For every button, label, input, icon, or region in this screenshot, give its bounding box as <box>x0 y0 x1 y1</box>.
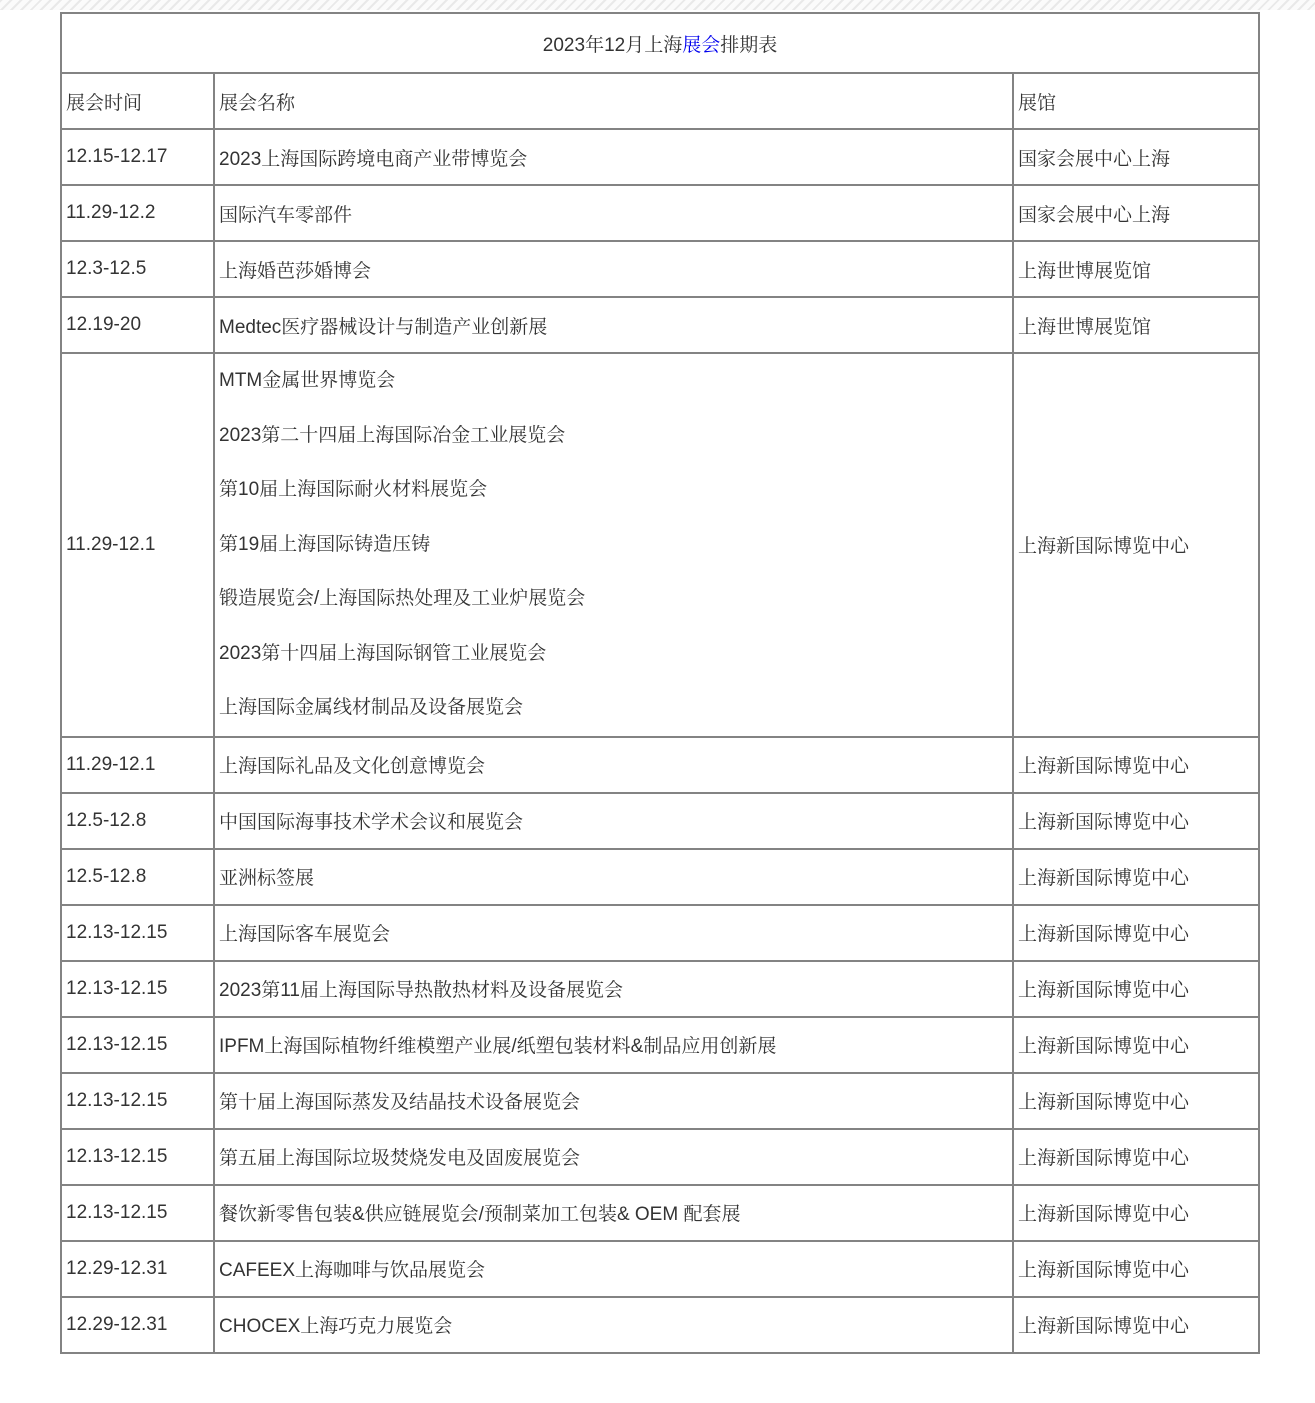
date-cell: 12.5-12.8 <box>61 793 214 849</box>
name-cell <box>214 353 1013 737</box>
exhibition-name: MTM金属世界博览会 <box>219 370 396 391</box>
exhibition-name: 2023第二十四届上海国际冶金工业展览会 <box>219 424 566 446</box>
venue-cell: 上海新国际博览中心 <box>1013 1073 1259 1129</box>
table-row <box>61 793 1259 849</box>
date-cell: 12.13-12.15 <box>61 1073 214 1129</box>
table-row <box>61 1017 1259 1073</box>
name-cell: CAFEEX上海咖啡与饮品展览会 <box>214 1241 1013 1297</box>
date-cell: 12.15-12.17 <box>61 129 214 185</box>
date-cell: 12.5-12.8 <box>61 849 214 905</box>
exhibition-name: 2023第十四届上海国际钢管工业展览会 <box>219 642 547 664</box>
page-edge-pattern <box>0 0 1315 10</box>
name-cell: 中国国际海事技术学术会议和展览会 <box>214 793 1013 849</box>
name-cell: 上海国际礼品及文化创意博览会 <box>214 737 1013 793</box>
table-row <box>61 241 1259 297</box>
date-cell: 12.13-12.15 <box>61 1017 214 1073</box>
exhibition-name: 上海国际金属线材制品及设备展览会 <box>219 697 524 718</box>
column-header-date: 展会时间 <box>61 73 214 129</box>
name-cell: 国际汽车零部件 <box>214 185 1013 241</box>
venue-cell: 上海新国际博览中心 <box>1013 1185 1259 1241</box>
table-row <box>61 905 1259 961</box>
date-cell: 11.29-12.2 <box>61 185 214 241</box>
title-row <box>61 13 1259 73</box>
name-cell: 2023第11届上海国际导热散热材料及设备展览会 <box>214 961 1013 1017</box>
date-cell: 12.13-12.15 <box>61 1185 214 1241</box>
table-row <box>61 737 1259 793</box>
date-cell: 12.29-12.31 <box>61 1241 214 1297</box>
table-row <box>61 185 1259 241</box>
table-row <box>61 297 1259 353</box>
venue-cell: 上海世博展览馆 <box>1013 297 1259 353</box>
exhibition-name: 锻造展览会/上海国际热处理及工业炉展览会 <box>219 588 586 609</box>
venue-cell: 上海新国际博览中心 <box>1013 849 1259 905</box>
exhibition-schedule-table <box>60 12 1260 1354</box>
date-cell: 11.29-12.1 <box>61 737 214 793</box>
table-row <box>61 353 1259 737</box>
column-header-name: 展会名称 <box>214 73 1013 129</box>
name-cell: 餐饮新零售包装&供应链展览会/预制菜加工包装& OEM 配套展 <box>214 1185 1013 1241</box>
venue-cell: 上海新国际博览中心 <box>1013 1297 1259 1353</box>
venue-cell: 国家会展中心上海 <box>1013 185 1259 241</box>
name-cell: 亚洲标签展 <box>214 849 1013 905</box>
date-cell: 12.13-12.15 <box>61 961 214 1017</box>
venue-cell: 上海新国际博览中心 <box>1013 737 1259 793</box>
table-row <box>61 1241 1259 1297</box>
name-cell: 上海国际客车展览会 <box>214 905 1013 961</box>
table-row <box>61 961 1259 1017</box>
date-cell: 12.3-12.5 <box>61 241 214 297</box>
name-cell: Medtec医疗器械设计与制造产业创新展 <box>214 297 1013 353</box>
venue-cell: 上海新国际博览中心 <box>1013 1017 1259 1073</box>
date-cell: 12.19-20 <box>61 297 214 353</box>
header-row <box>61 73 1259 129</box>
venue-cell: 上海新国际博览中心 <box>1013 1129 1259 1185</box>
name-cell: IPFM上海国际植物纤维模塑产业展/纸塑包装材料&制品应用创新展 <box>214 1017 1013 1073</box>
table-row <box>61 1073 1259 1129</box>
title-suffix: 排期表 <box>720 34 778 56</box>
date-cell: 12.29-12.31 <box>61 1297 214 1353</box>
name-cell: 上海婚芭莎婚博会 <box>214 241 1013 297</box>
name-cell: 第五届上海国际垃圾焚烧发电及固废展览会 <box>214 1129 1013 1185</box>
name-cell: 2023上海国际跨境电商产业带博览会 <box>214 129 1013 185</box>
page-title <box>61 13 1259 73</box>
exhibition-name: 第10届上海国际耐火材料展览会 <box>219 479 488 500</box>
name-cell: 第十届上海国际蒸发及结晶技术设备展览会 <box>214 1073 1013 1129</box>
venue-cell: 上海新国际博览中心 <box>1013 793 1259 849</box>
column-header-venue: 展馆 <box>1013 73 1259 129</box>
venue-cell: 上海新国际博览中心 <box>1013 353 1259 737</box>
venue-cell: 上海新国际博览中心 <box>1013 905 1259 961</box>
table-body <box>61 129 1259 1353</box>
exhibition-name: 第19届上海国际铸造压铸 <box>219 533 431 555</box>
table-row <box>61 1297 1259 1353</box>
table-row <box>61 1129 1259 1185</box>
table-row <box>61 129 1259 185</box>
title-exhibition-link[interactable]: 展会 <box>682 34 721 56</box>
title-prefix: 2023年12月上海 <box>542 34 683 56</box>
date-cell: 12.13-12.15 <box>61 905 214 961</box>
table-row <box>61 1185 1259 1241</box>
date-cell: 11.29-12.1 <box>61 353 214 737</box>
date-cell: 12.13-12.15 <box>61 1129 214 1185</box>
venue-cell: 上海世博展览馆 <box>1013 241 1259 297</box>
venue-cell: 上海新国际博览中心 <box>1013 961 1259 1017</box>
table-row <box>61 849 1259 905</box>
name-cell: CHOCEX上海巧克力展览会 <box>214 1297 1013 1353</box>
venue-cell: 上海新国际博览中心 <box>1013 1241 1259 1297</box>
venue-cell: 国家会展中心上海 <box>1013 129 1259 185</box>
